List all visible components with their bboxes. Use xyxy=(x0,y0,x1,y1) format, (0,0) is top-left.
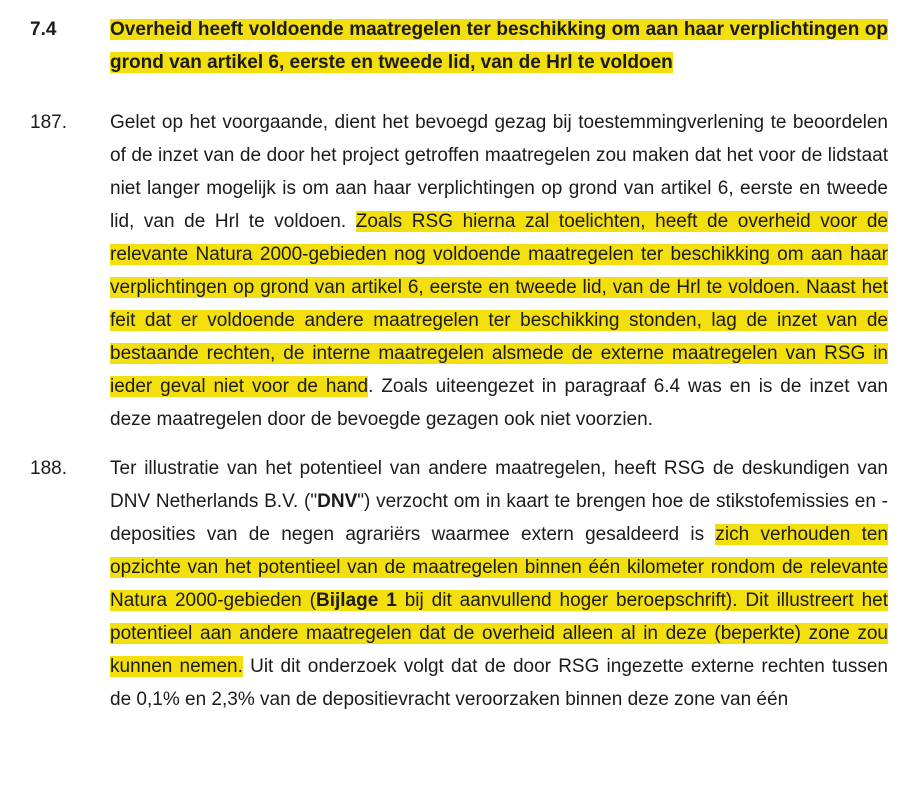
text-run: DNV xyxy=(317,491,358,512)
highlighted-text-run: zich verhouden ten opzichte van het potentieel van de maatregelen binnen één kilometer rondom de relevante Natura 2000-gebieden ( xyxy=(110,524,888,611)
text-run: . Zoals uiteengezet in paragraaf 6.4 was en is de inzet van deze maatregelen door de bevoegde gezagen ook niet voorzien. xyxy=(110,376,888,430)
text-run: Uit dit onderzoek volgt dat de door RSG ingezette externe rechten tussen de 0,1% en 2,3% van de depositievracht veroorzaken binnen deze zone van één xyxy=(110,656,888,710)
paragraph-188 xyxy=(30,452,888,716)
paragraph-text xyxy=(110,106,888,436)
highlighted-text-run: bij dit aanvullend hoger beroepschrift). Dit illustreert het potentieel aan andere maatregelen dat de overheid alleen al in deze (beperkte) zone zou kunnen nemen. xyxy=(110,590,888,677)
paragraph-187 xyxy=(30,106,888,436)
highlighted-text-run: Zoals RSG hierna zal toelichten, heeft de overheid voor de relevante Natura 2000-gebieden nog voldoende maatregelen ter beschikking om aan haar verplichtingen op grond van artikel 6, eerste en tweede lid, van de Hrl te voldoen. Naast het feit dat er voldoende andere maatregelen ter beschikking stonden, lag de inzet van de bestaande rechten, de interne maatregelen alsmede de externe maatregelen van RSG in ieder geval niet voor de hand xyxy=(110,211,888,397)
text-run: Gelet op het voorgaande, dient het bevoegd gezag bij toestemmingverlening te beoordelen of de inzet van de door het project getroffen maatregelen zou maken dat het voor de lidstaat niet langer mogelijk is om aan haar verplichtingen op grond van artikel 6, eerste en tweede lid, van de Hrl te voldoen. xyxy=(110,112,888,232)
section-heading-number: 7.4 xyxy=(30,19,57,40)
text-run: Ter illustratie van het potentieel van andere maatregelen, heeft RSG de deskundigen van DNV Netherlands B.V. (" xyxy=(110,458,888,512)
paragraph-text xyxy=(110,452,888,716)
paragraph-number: 188. xyxy=(30,458,67,479)
highlighted-text-run: Overheid heeft voldoende maatregelen ter beschikking om aan haar verplichtingen op grond van artikel 6, eerste en tweede lid, van de Hrl te voldoen xyxy=(110,19,888,73)
text-run: ") verzocht om in kaart te brengen hoe de stikstofemissies en -deposities van de negen agrariërs waarmee extern gesaldeerd is xyxy=(110,491,889,545)
paragraph-number: 187. xyxy=(30,112,67,133)
highlighted-text-run: Bijlage 1 xyxy=(316,590,397,611)
section-heading xyxy=(30,13,888,79)
section-heading-title xyxy=(110,13,888,79)
